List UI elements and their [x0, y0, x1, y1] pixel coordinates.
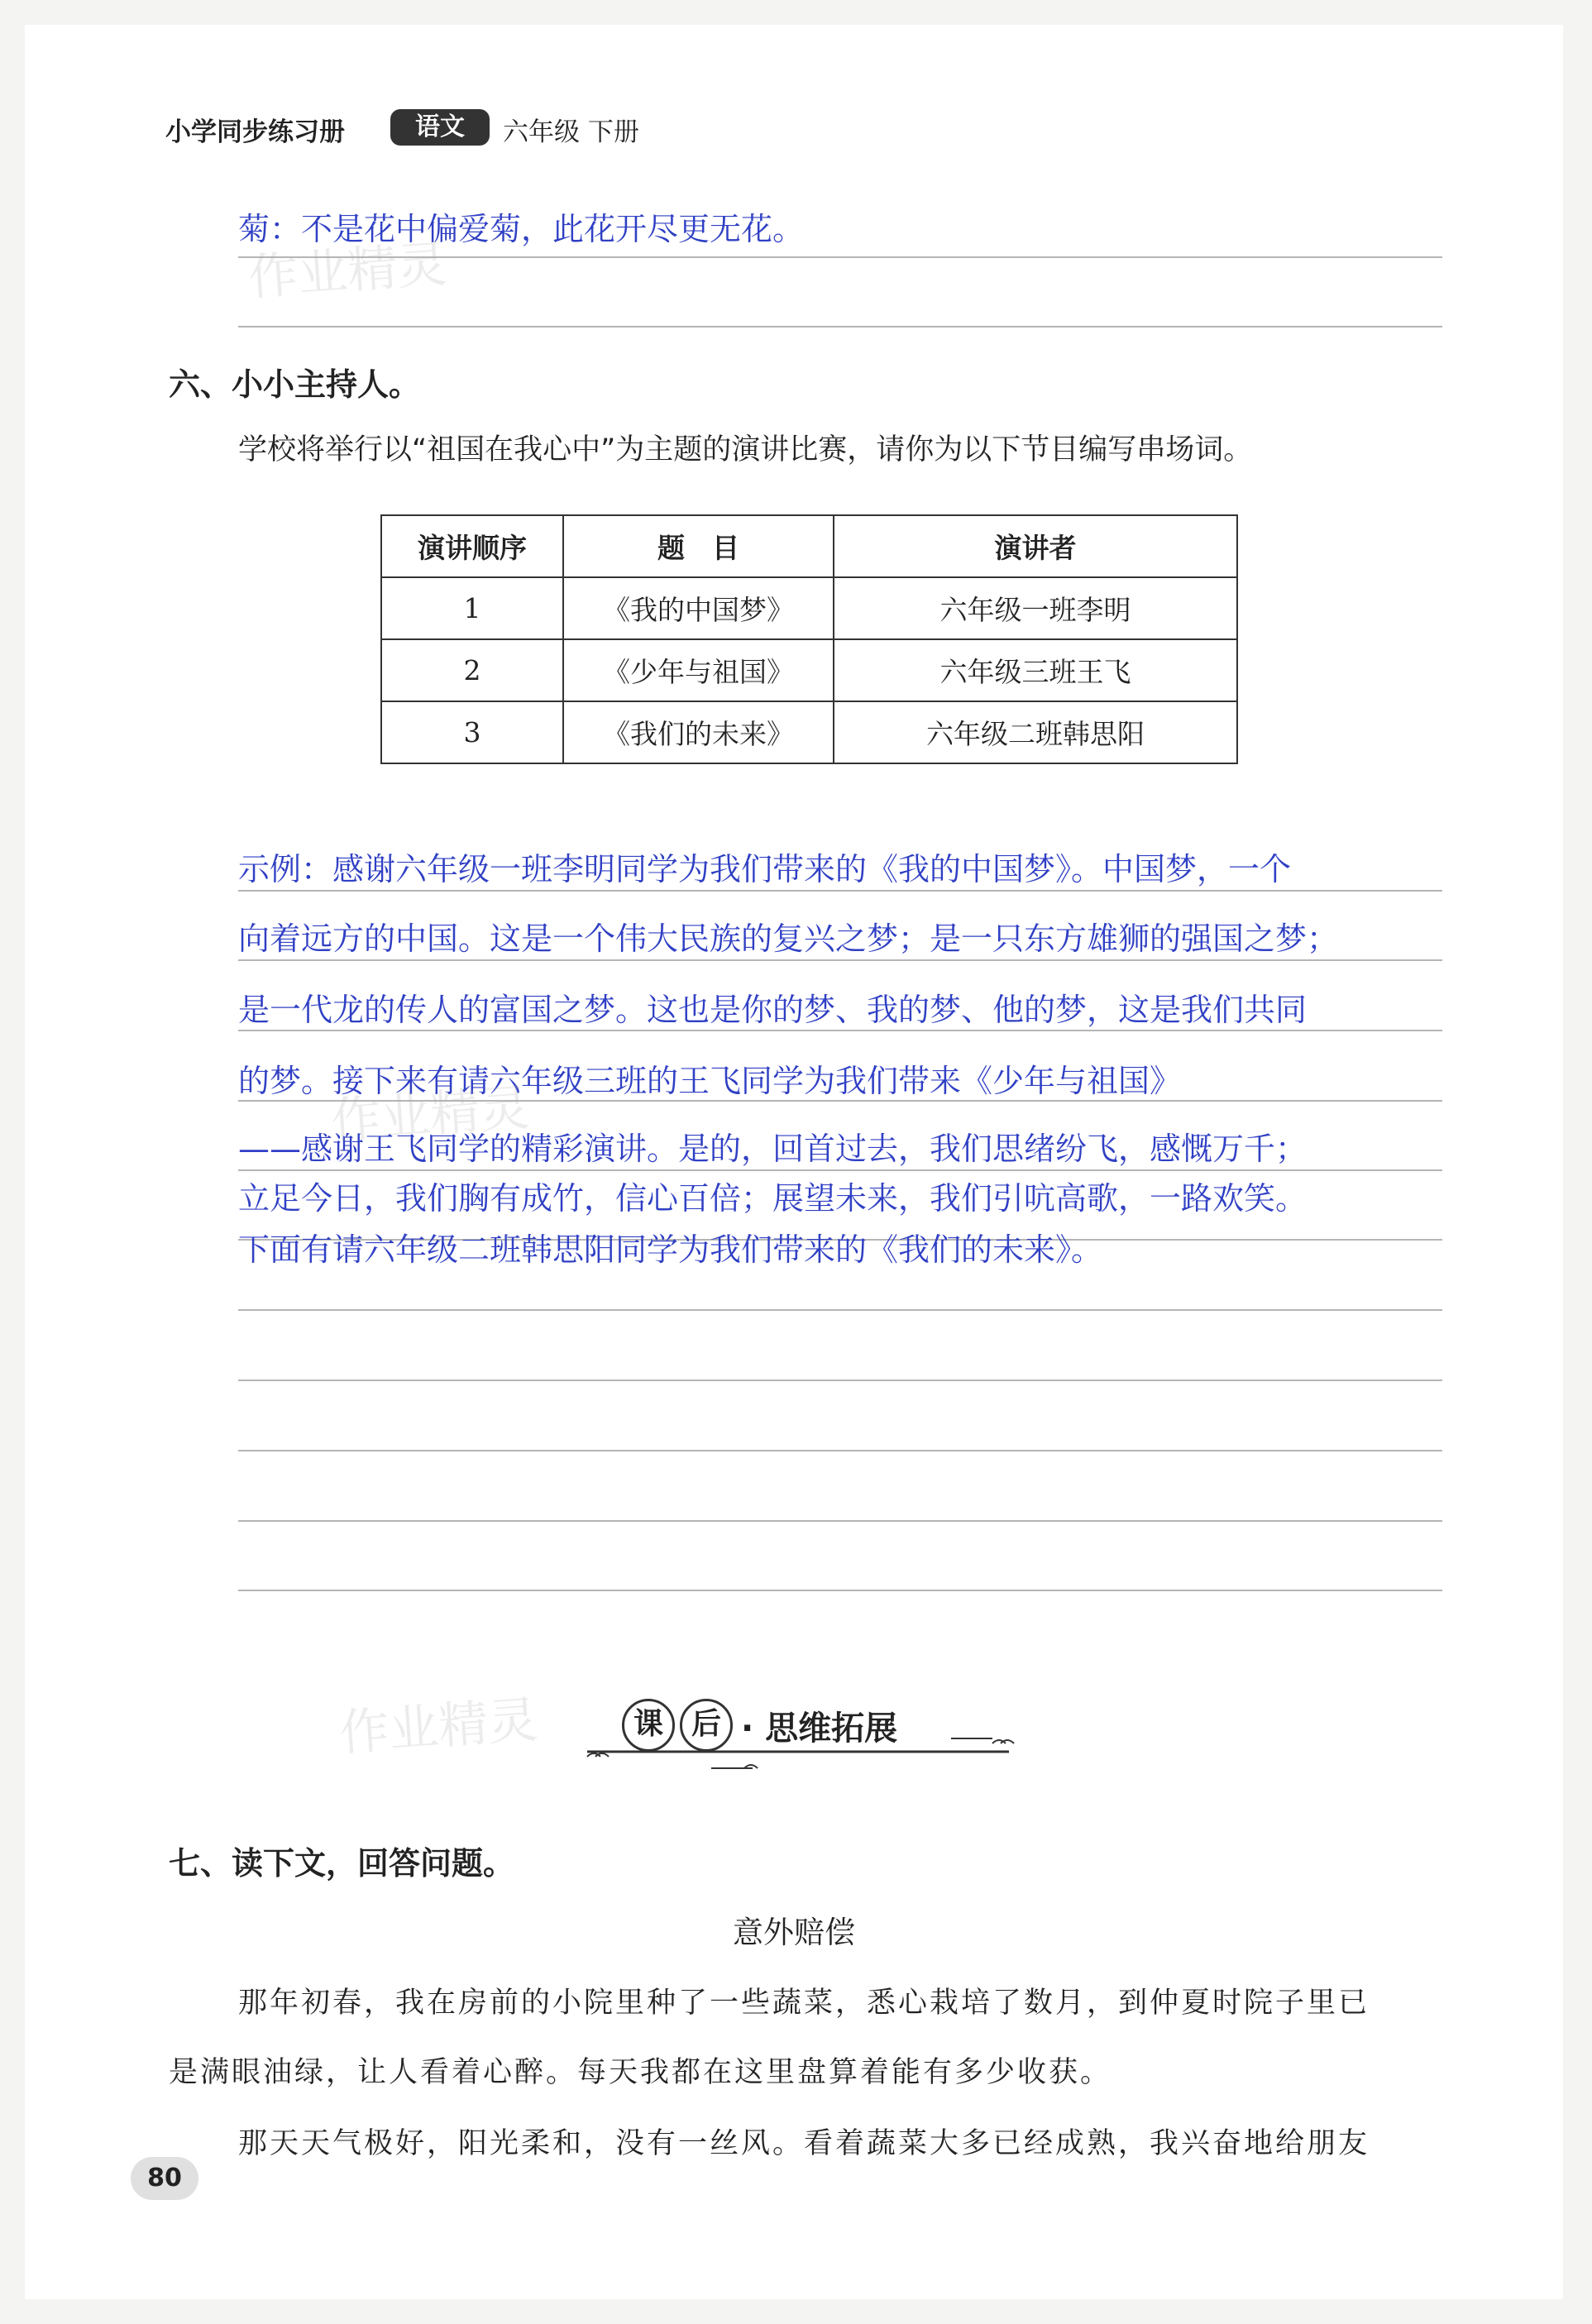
answer-line: 示例：感谢六年级一班李明同学为我们带来的《我的中国梦》。中国梦，一个: [238, 851, 1292, 887]
header-order: 演讲顺序: [381, 515, 563, 577]
table-row: [381, 577, 1237, 639]
page-number: 80: [131, 2157, 198, 2200]
table-header-row: [381, 515, 1237, 577]
cell-order: 2: [381, 639, 563, 701]
writing-line: [238, 1450, 1442, 1451]
writing-line: [238, 1309, 1442, 1311]
writing-line: [238, 1380, 1442, 1381]
cell-speaker: 六年级一班李明: [834, 577, 1237, 639]
cell-order: 1: [381, 577, 563, 639]
writing-line: [238, 1520, 1442, 1522]
series-title: 小学同步练习册: [165, 117, 345, 147]
section-6-title: 六、小小主持人。: [169, 366, 421, 403]
answer-line: 下面有请六年级二班韩思阳同学为我们带来的《我们的未来》。: [238, 1231, 1103, 1268]
banner-title: · 思维拓展: [741, 1710, 898, 1748]
writing-line: [238, 959, 1442, 961]
banner-char-ke: 课: [622, 1699, 675, 1752]
banner-char-hou: 后: [680, 1699, 733, 1752]
writing-line: [238, 890, 1442, 892]
section-6-instruction: 学校将举行以“祖国在我心中”为主题的演讲比赛，请你为以下节目编写串场词。: [238, 433, 1253, 466]
subject-badge: 语文: [390, 109, 490, 146]
story-paragraph-line: 那天天气极好，阳光柔和，没有一丝风。看着蔬菜大多已经成熟，我兴奋地给朋友: [238, 2127, 1370, 2160]
program-table: [380, 514, 1238, 764]
answer-line: 立足今日，我们胸有成竹，信心百倍；展望未来，我们引吭高歌，一路欢笑。: [238, 1180, 1308, 1217]
cell-topic: 《我的中国梦》: [563, 577, 834, 639]
answer-line-chrysanthemum: 菊：不是花中偏爱菊，此花开尽更无花。: [238, 211, 805, 247]
watermark: 作业精灵: [246, 235, 449, 308]
writing-line: [238, 1590, 1442, 1591]
header-topic: 题 目: [563, 515, 834, 577]
table-row: [381, 639, 1237, 701]
answer-line: ——感谢王飞同学的精彩演讲。是的，回首过去，我们思绪纷飞，感慨万千；: [238, 1131, 1308, 1167]
watermark: 作业精灵: [329, 1078, 532, 1151]
cell-order: 3: [381, 701, 563, 763]
section-7-title: 七、读下文，回答问题。: [169, 1845, 515, 1882]
grade-label: 六年级 下册: [503, 117, 639, 147]
watermark: 作业精灵: [337, 1690, 540, 1763]
cell-speaker: 六年级三班王飞: [834, 639, 1237, 701]
story-paragraph-line: 是满眼油绿，让人看着心醉。每天我都在这里盘算着能有多少收获。: [169, 2056, 1112, 2089]
answer-line: 是一代龙的传人的富国之梦。这也是你的梦、我的梦、他的梦，这是我们共同: [238, 992, 1308, 1028]
cell-topic: 《少年与祖国》: [563, 639, 834, 701]
table-row: [381, 701, 1237, 763]
writing-line: [238, 1169, 1442, 1171]
header-speaker: 演讲者: [834, 515, 1237, 577]
story-paragraph-line: 那年初春，我在房前的小院里种了一些蔬菜，悉心栽培了数月，到仲夏时院子里已: [238, 1987, 1370, 2020]
answer-line: 向着远方的中国。这是一个伟大民族的复兴之梦；是一只东方雄狮的强国之梦；: [238, 921, 1339, 957]
writing-line: [238, 1030, 1442, 1031]
writing-line: [238, 326, 1442, 328]
answer-line: 的梦。接下来有请六年级三班的王飞同学为我们带来《少年与祖国》: [238, 1063, 1182, 1099]
cell-speaker: 六年级二班韩思阳: [834, 701, 1237, 763]
cell-topic: 《我们的未来》: [563, 701, 834, 763]
story-title: 意外赔偿: [733, 1915, 855, 1950]
